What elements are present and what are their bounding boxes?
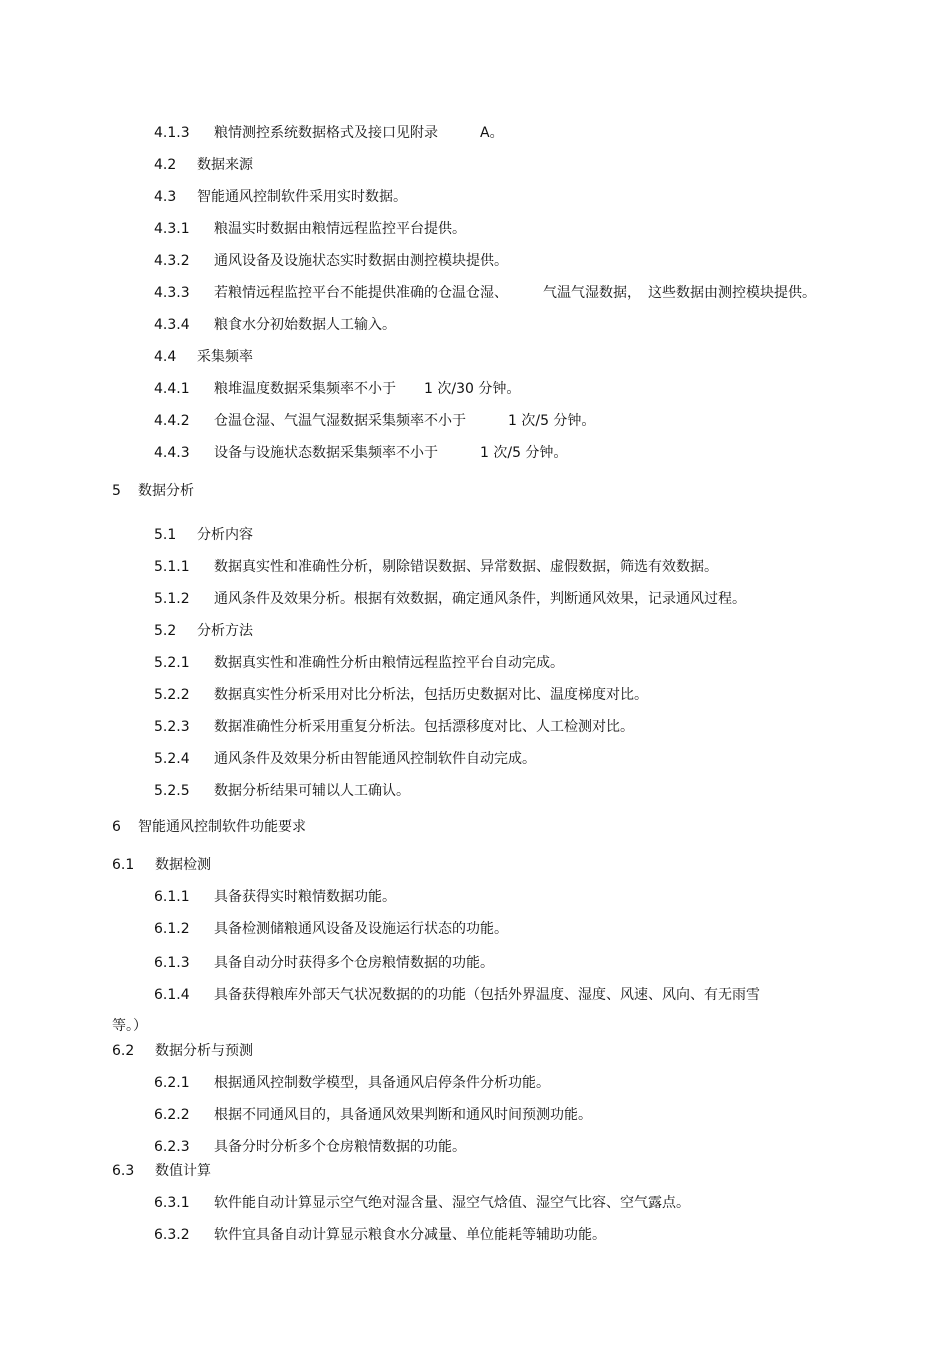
clause-number: 6.3 [112,1163,135,1179]
clause-number: 4.2 [154,157,177,173]
clause-text: 数据真实性分析采用对比分析法，包括历史数据对比、温度梯度对比。 [214,687,648,703]
clause-number: 4.3.3 [154,285,190,301]
clause-text: 具备获得实时粮情数据功能。 [214,889,396,905]
clause-number: 4.4.1 [154,381,190,397]
clause-number: 6.1.1 [154,889,190,905]
clause-text: 粮情测控系统数据格式及接口见附录 A。 [214,125,504,141]
clause-text: 具备获得粮库外部天气状况数据的的功能（包括外界温度、湿度、风速、风向、有无雨雪 [214,987,760,1003]
clause-text: 粮温实时数据由粮情远程监控平台提供。 [214,221,466,237]
clause-text: 软件能自动计算显示空气绝对湿含量、湿空气焓值、湿空气比容、空气露点。 [214,1195,690,1211]
clause-number: 6.2.2 [154,1107,190,1123]
clause-number: 5.2 [154,623,177,639]
clause-number: 5.2.2 [154,687,190,703]
clause-text: 分析方法 [197,623,253,639]
clause-number: 6.1.3 [154,955,190,971]
clause-text: 数据真实性和准确性分析由粮情远程监控平台自动完成。 [214,655,564,671]
clause-number: 4.4.2 [154,413,190,429]
clause-number: 5.1.2 [154,591,190,607]
clause-number: 6.2 [112,1043,135,1059]
clause-number: 5.2.3 [154,719,190,735]
clause-text: 分析内容 [197,527,253,543]
clause-text: 粮堆温度数据采集频率不小于 1 次/30 分钟。 [214,381,521,397]
clause-number: 4.3.1 [154,221,190,237]
clause-text: 采集频率 [197,349,253,365]
clause-number: 6.1.4 [154,987,190,1003]
section-number: 6 [112,819,121,835]
clause-number: 5.2.1 [154,655,190,671]
clause-number: 6.1.2 [154,921,190,937]
clause-text: 具备自动分时获得多个仓房粮情数据的功能。 [214,955,494,971]
section-title: 数据分析 [138,483,194,499]
clause-text: 粮食水分初始数据人工输入。 [214,317,396,333]
clause-text: 数据分析结果可辅以人工确认。 [214,783,410,799]
clause-text: 通风设备及设施状态实时数据由测控模块提供。 [214,253,508,269]
clause-number: 6.2.3 [154,1139,190,1155]
clause-text: 通风条件及效果分析由智能通风控制软件自动完成。 [214,751,536,767]
clause-text: 数值计算 [155,1163,211,1179]
clause-text: 若粮情远程监控平台不能提供准确的仓温仓湿、 气温气湿数据， 这些数据由测控模块提供。 [214,285,816,301]
clause-text: 设备与设施状态数据采集频率不小于 1 次/5 分钟。 [214,445,568,461]
clause-number: 6.1 [112,857,135,873]
clause-number: 5.1 [154,527,177,543]
clause-number: 4.4 [154,349,177,365]
clause-number: 5.2.5 [154,783,190,799]
clause-text: 数据准确性分析采用重复分析法。包括漂移度对比、人工检测对比。 [214,719,634,735]
clause-number: 6.3.2 [154,1227,190,1243]
clause-text: 仓温仓湿、气温气湿数据采集频率不小于 1 次/5 分钟。 [214,413,596,429]
clause-text: 软件宜具备自动计算显示粮食水分减量、单位能耗等辅助功能。 [214,1227,606,1243]
clause-number: 5.2.4 [154,751,190,767]
clause-number: 4.3 [154,189,177,205]
clause-text: 数据真实性和准确性分析，剔除错误数据、异常数据、虚假数据，筛选有效数据。 [214,559,718,575]
clause-number: 4.3.2 [154,253,190,269]
clause-text: 通风条件及效果分析。根据有效数据，确定通风条件，判断通风效果，记录通风过程。 [214,591,746,607]
clause-text: 数据检测 [155,857,211,873]
clause-text: 等。） [112,1018,147,1034]
clause-text: 具备分时分析多个仓房粮情数据的功能。 [214,1139,466,1155]
clause-text: 具备检测储粮通风设备及设施运行状态的功能。 [214,921,508,937]
clause-text: 数据分析与预测 [155,1043,253,1059]
section-number: 5 [112,483,121,499]
clause-number: 6.2.1 [154,1075,190,1091]
clause-text: 智能通风控制软件采用实时数据。 [197,189,407,205]
clause-number: 5.1.1 [154,559,190,575]
clause-text: 根据通风控制数学模型，具备通风启停条件分析功能。 [214,1075,550,1091]
clause-text: 根据不同通风目的，具备通风效果判断和通风时间预测功能。 [214,1107,592,1123]
clause-number: 4.4.3 [154,445,190,461]
section-title: 智能通风控制软件功能要求 [138,819,306,835]
clause-number: 4.1.3 [154,125,190,141]
clause-text: 数据来源 [197,157,253,173]
clause-number: 6.3.1 [154,1195,190,1211]
clause-number: 4.3.4 [154,317,190,333]
